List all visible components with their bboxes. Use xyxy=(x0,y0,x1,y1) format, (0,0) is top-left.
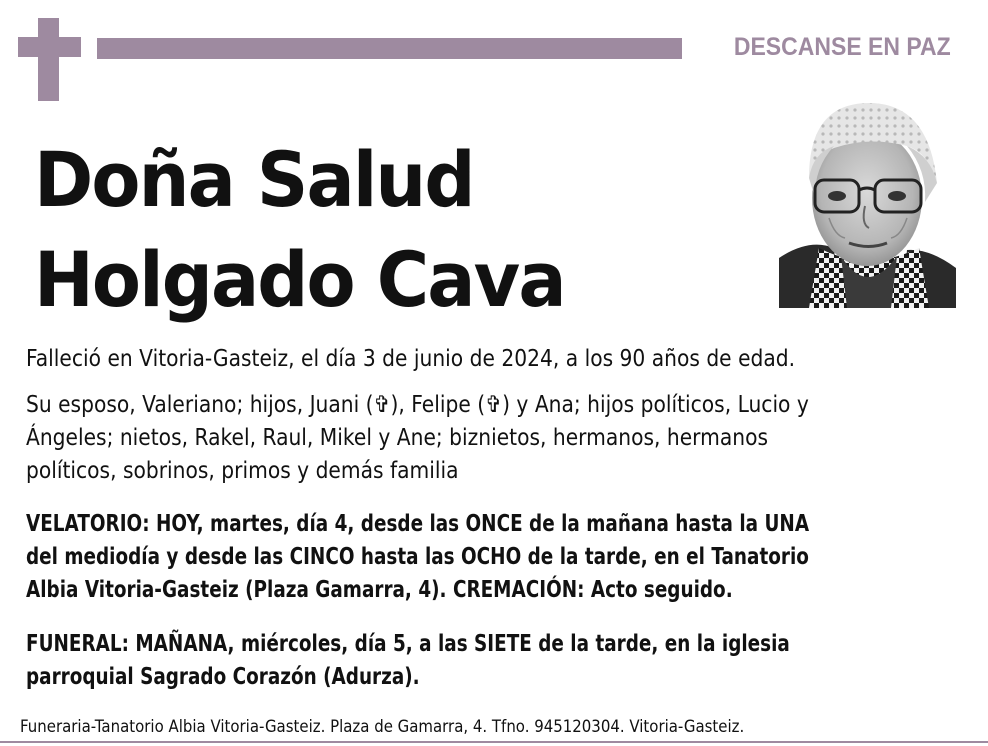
death-notice xyxy=(26,343,962,376)
header-label: DESCANSE EN PAZ xyxy=(734,33,951,61)
wake-line: del mediodía y desde las CINCO hasta las OCHO de la tarde, en el Tanatorio xyxy=(26,544,809,570)
deceased-name xyxy=(34,130,565,330)
wake-details xyxy=(26,508,962,607)
deceased-name-line-1: Doña Salud xyxy=(34,135,474,224)
cross-icon-vertical-bar xyxy=(38,18,59,101)
funeral-line: FUNERAL: MAÑANA, miércoles, día 5, a las SIETE de la tarde, en la iglesia xyxy=(26,631,790,657)
cross-icon-horizontal-bar xyxy=(18,37,81,57)
wake-line: Albia Vitoria-Gasteiz (Plaza Gamarra, 4). CREMACIÓN: Acto seguido. xyxy=(26,577,733,603)
family-line: políticos, sobrinos, primos y demás familia xyxy=(26,458,459,484)
funeral-home-footer: Funeraria-Tanatorio Albia Vitoria-Gasteiz. Plaza de Gamarra, 4. Tfno. 945120304. Vitoria-Gasteiz. xyxy=(20,717,745,737)
header-rule xyxy=(97,38,682,59)
wake-line: VELATORIO: HOY, martes, día 4, desde las ONCE de la mañana hasta la UNA xyxy=(26,511,810,537)
family-list xyxy=(26,389,962,488)
funeral-line: parroquial Sagrado Corazón (Adurza). xyxy=(26,664,420,690)
deceased-name-line-2: Holgado Cava xyxy=(34,235,565,324)
funeral-details xyxy=(26,628,962,694)
family-line: Su esposo, Valeriano; hijos, Juani (✞), Felipe (✞) y Ana; hijos políticos, Lucio y xyxy=(26,392,809,418)
death-notice-text: Falleció en Vitoria-Gasteiz, el día 3 de junio de 2024, a los 90 años de edad. xyxy=(26,346,796,372)
footer-rule xyxy=(0,741,988,743)
family-line: Ángeles; nietos, Rakel, Raul, Mikel y Ane; biznietos, hermanos, hermanos xyxy=(26,425,769,451)
portrait-photo xyxy=(779,98,956,308)
portrait-illustration xyxy=(779,98,956,308)
